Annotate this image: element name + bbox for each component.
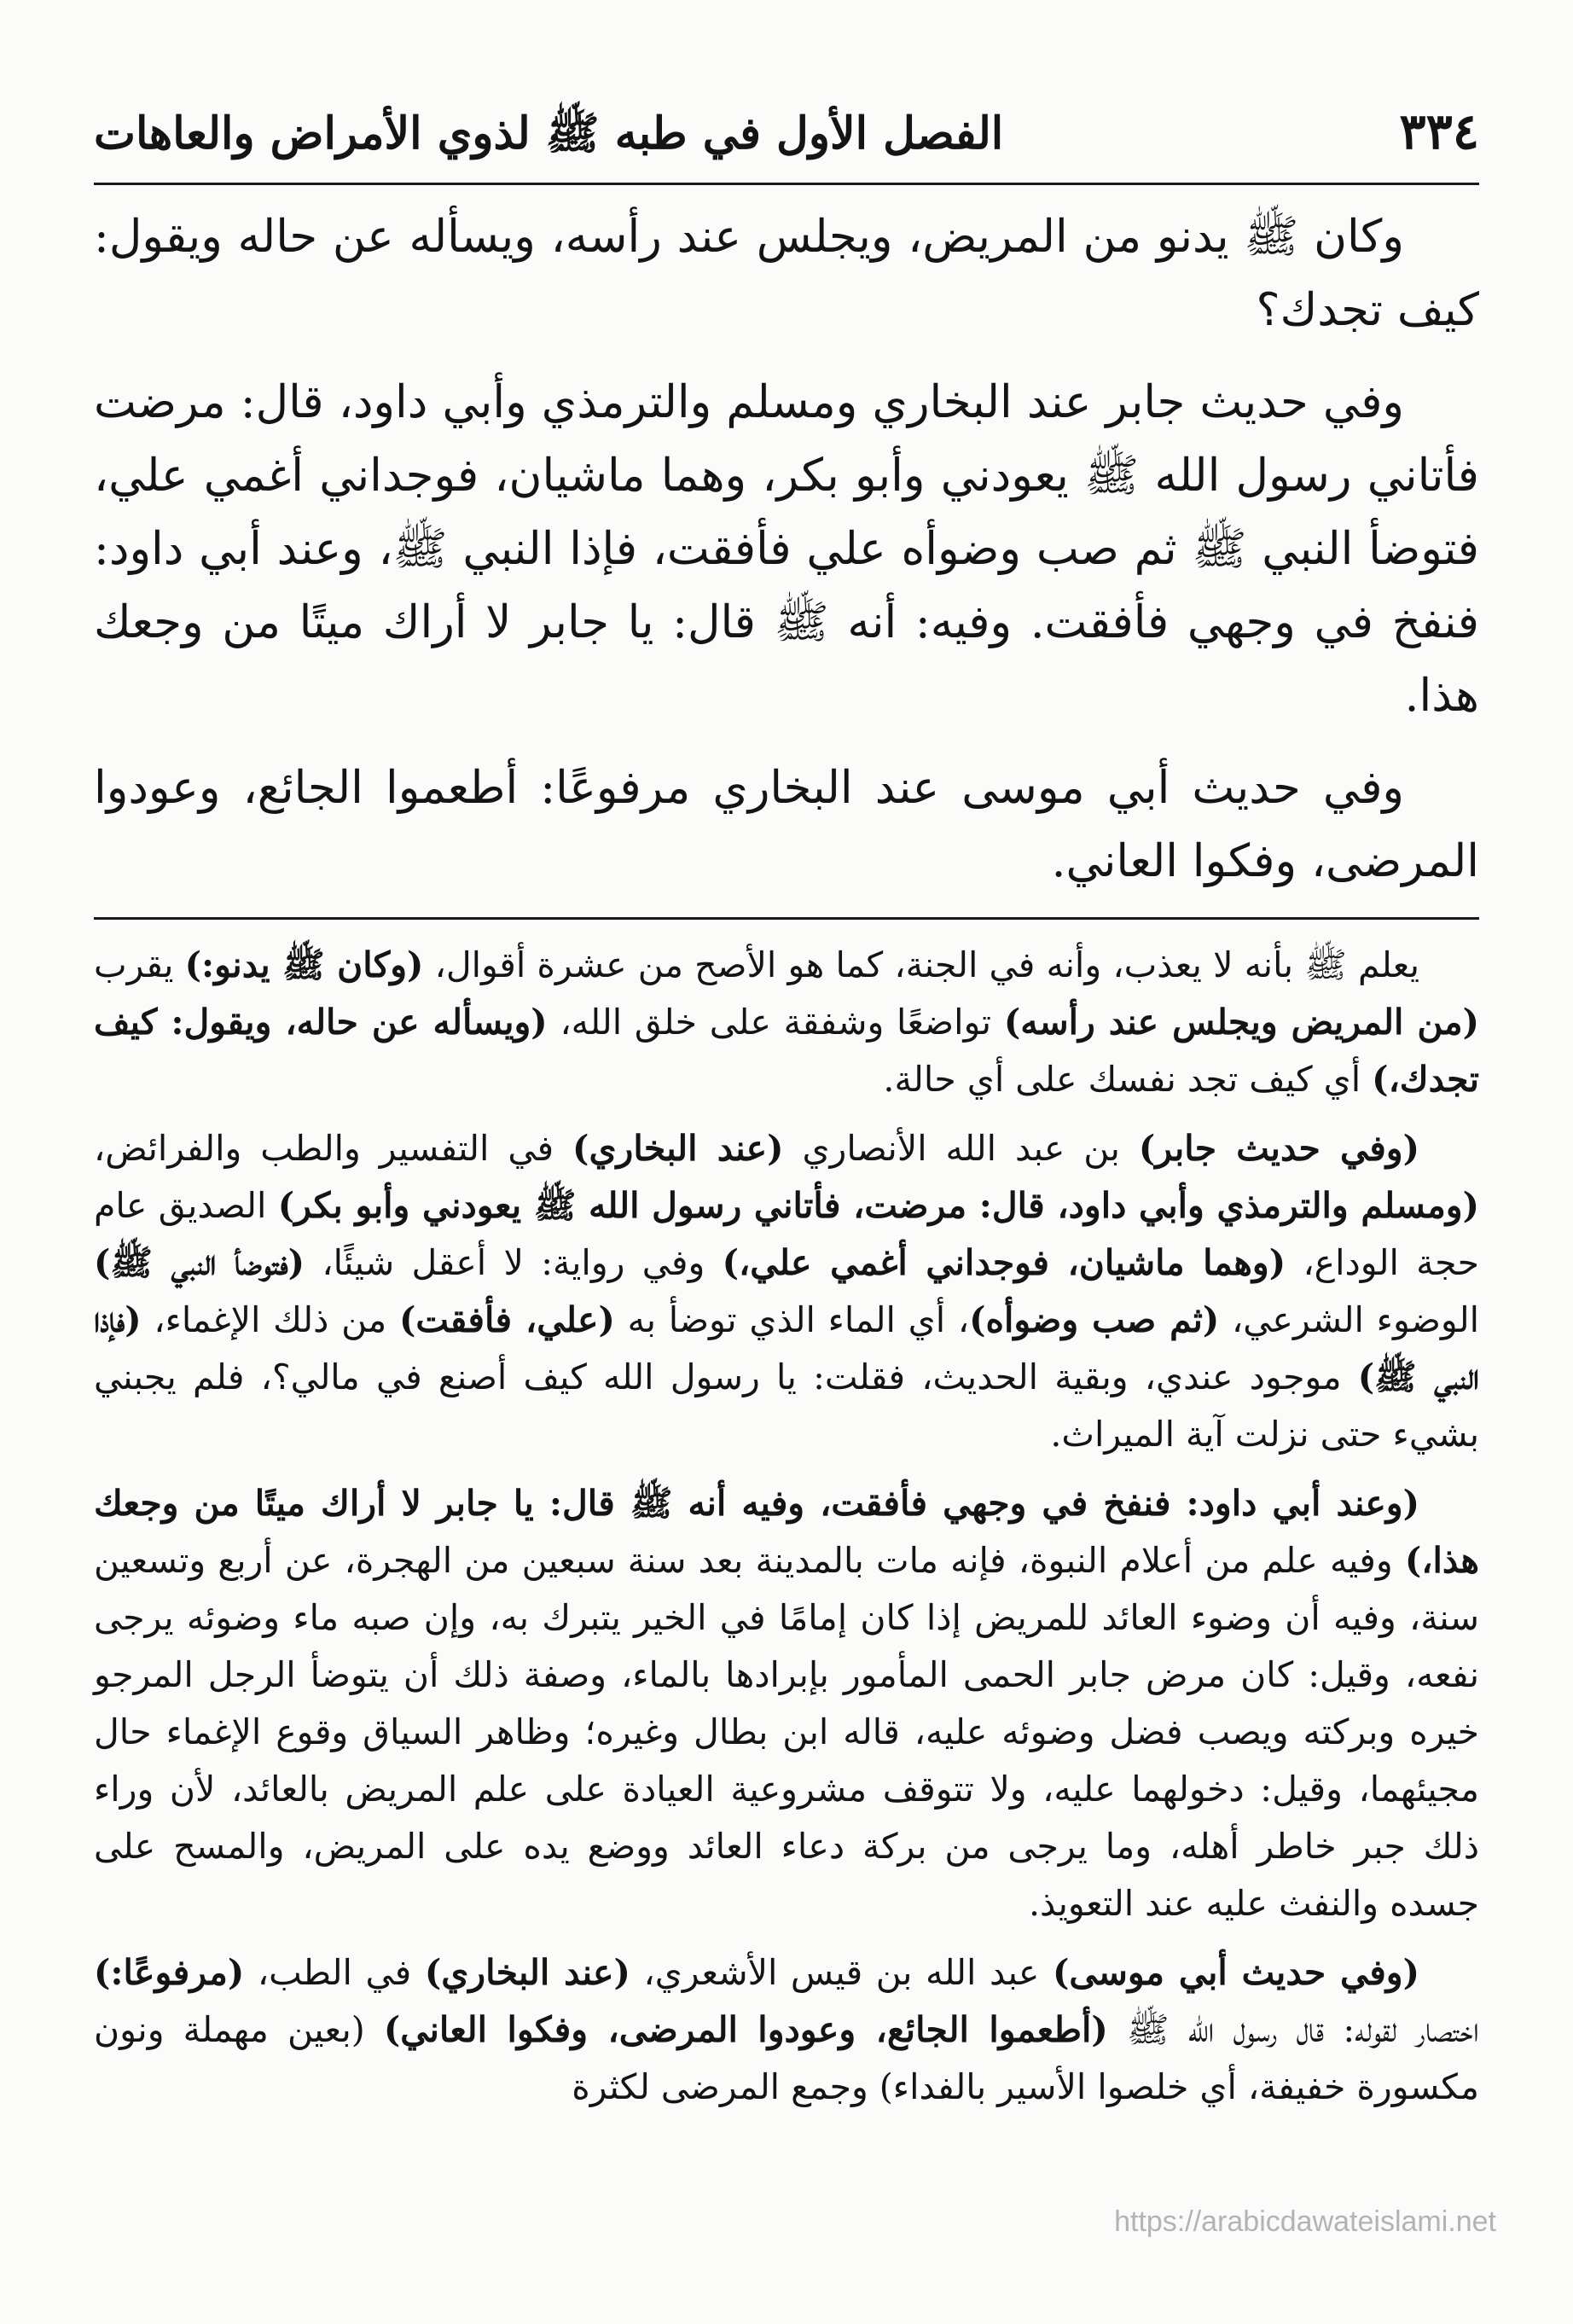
main-paragraph-2: وفي حديث جابر عند البخاري ومسلم والترمذي وأبي داود، قال: مرضت فأتاني رسول الله ﷺ يعودني وأبو بكر، وهما ماشيان، فوجداني أغمي علي، فتوضأ النبي ﷺ ثم صب وضوأه علي فأفقت، فإذا النبي ﷺ، وعند أبي داود: فنفخ في وجهي فأفقت. وفيه: أنه ﷺ قال: يا جابر لا أراك ميتًا من وجعك هذا.: [94, 376, 1479, 722]
commentary-text: يعلم ﷺ بأنه لا يعذب، وأنه في الجنة، كما هو الأصح من عشرة أقوال،: [423, 944, 1419, 985]
commentary-text: ، أي الماء الذي توضأ به: [614, 1299, 970, 1340]
commentary-text: أي كيف تجد نفسك على أي حالة.: [883, 1059, 1373, 1100]
quoted-matn: (مرفوعًا:): [94, 1952, 245, 1993]
quoted-matn: (وكان ﷺ يدنو:): [184, 944, 424, 985]
main-paragraph-1: وكان ﷺ يدنو من المريض، ويجلس عند رأسه، ويسأله عن حاله ويقول: كيف تجدك؟: [94, 211, 1479, 336]
quoted-matn: (وهما ماشيان، فوجداني أغمي علي،): [722, 1242, 1286, 1283]
commentary-text: الصديق عام حجة الوداع،: [94, 1185, 1479, 1283]
commentary-text: تواضعًا وشفقة على خلق الله،: [547, 1002, 1004, 1043]
quoted-matn: (عند البخاري): [424, 1952, 630, 1993]
chapter-title: الفصل الأول في طبه ﷺ لذوي الأمراض والعاهات: [94, 107, 1004, 160]
commentary-text: من ذلك الإغماء،: [141, 1299, 399, 1340]
commentary-text: اختصار لقوله: قال رسول الله ﷺ: [1107, 2009, 1479, 2050]
quoted-matn: (وفي حديث أبي موسى): [1052, 1952, 1419, 1993]
quoted-matn: (من المريض ويجلس عند رأسه): [1003, 1002, 1479, 1043]
commentary-text: في التفسير والطب والفرائض،: [94, 1128, 573, 1169]
main-paragraph-3: وفي حديث أبي موسى عند البخاري مرفوعًا: أطعموا الجائع، وعودوا المرضى، وفكوا العاني.: [94, 762, 1479, 887]
commentary-text: وفي رواية: لا أعقل شيئًا،: [305, 1242, 723, 1283]
commentary: [94, 937, 1479, 2116]
main-text: [94, 200, 1479, 898]
commentary-paragraph-1: [94, 937, 1479, 1108]
commentary-text: موجود عندي، وبقية الحديث، فقلت: يا رسول الله كيف أصنع في مالي؟، فلم يجبني بشيء حتى نزلت آية الميراث.: [94, 1357, 1479, 1455]
commentary-text: الوضوء الشرعي،: [1219, 1299, 1479, 1340]
commentary-paragraph-2: [94, 1120, 1479, 1463]
quoted-matn: (فتوضأ النبي ﷺ): [94, 1242, 305, 1283]
commentary-text: وفيه علم من أعلام النبوة، فإنه مات بالمدينة بعد سنة سبعين من الهجرة، عن أربع وتسعين سنة، وفيه أن وضوء العائد للمريض إذا كان إمامًا في الخير يتبرك به، وإن صبه ماء وضوئه يرجى نفعه، وقيل: كان مرض جابر الحمى المأمور بإبرادها بالماء، وصفة ذلك أن يتوضأ الرجل المرجو خيره وبركته ويصب فضل وضوئه عليه، قاله ابن بطال وغيره؛ وظاهر السياق وقوع الإغماء حال مجيئهما، وقيل: دخولهما عليه، ولا تتوقف مشروعية العيادة على علم المريض بالعائد، لأن وراء ذلك جبر خاطر أهله، وما يرجى من بركة دعاء العائد ووضع يده على المريض، والمسح على جسده والنفث عليه عند التعويذ.: [94, 1540, 1479, 1924]
quoted-matn: (ويسأله عن حاله، ويقول: كيف تجدك،): [94, 1002, 1479, 1100]
running-header: [94, 102, 1479, 185]
page-number: ٣٣٤: [1399, 102, 1479, 160]
watermark-url: https://arabicdawateislami.net: [1114, 2205, 1496, 2238]
quoted-matn: (فإذا النبي ﷺ): [94, 1299, 1479, 1397]
quoted-matn: (ومسلم والترمذي وأبي داود، قال: مرضت، فأتاني رسول الله ﷺ يعودني وأبو بكر): [277, 1185, 1479, 1226]
quoted-matn: (ثم صب وضوأه): [969, 1299, 1220, 1340]
commentary-text: في الطب،: [244, 1952, 425, 1993]
commentary-text: عبد الله بن قيس الأشعري،: [630, 1952, 1053, 1993]
quoted-matn: (علي، فأفقت): [399, 1299, 615, 1340]
commentary-text: بن عبد الله الأنصاري: [783, 1128, 1139, 1169]
book-page: [94, 102, 1479, 2247]
quoted-matn: (وفي حديث جابر): [1138, 1128, 1419, 1169]
quoted-matn: (عند البخاري): [572, 1128, 784, 1169]
quoted-matn: (وعند أبي داود: فنفخ في وجهي فأفقت، وفيه أنه ﷺ قال: يا جابر لا أراك ميتًا من وجعك هذا،): [94, 1483, 1479, 1581]
commentary-text: يقرب: [94, 944, 185, 985]
commentary-separator: [94, 917, 1479, 920]
quoted-matn: (أطعموا الجائع، وعودوا المرضى، وفكوا العاني): [383, 2009, 1108, 2050]
commentary-paragraph-3: [94, 1475, 1479, 1932]
commentary-paragraph-4: [94, 1944, 1479, 2116]
commentary-text: (بعين مهملة ونون مكسورة خفيفة، أي خلصوا الأسير بالفداء) وجمع المرضى لكثرة: [94, 2009, 1479, 2107]
